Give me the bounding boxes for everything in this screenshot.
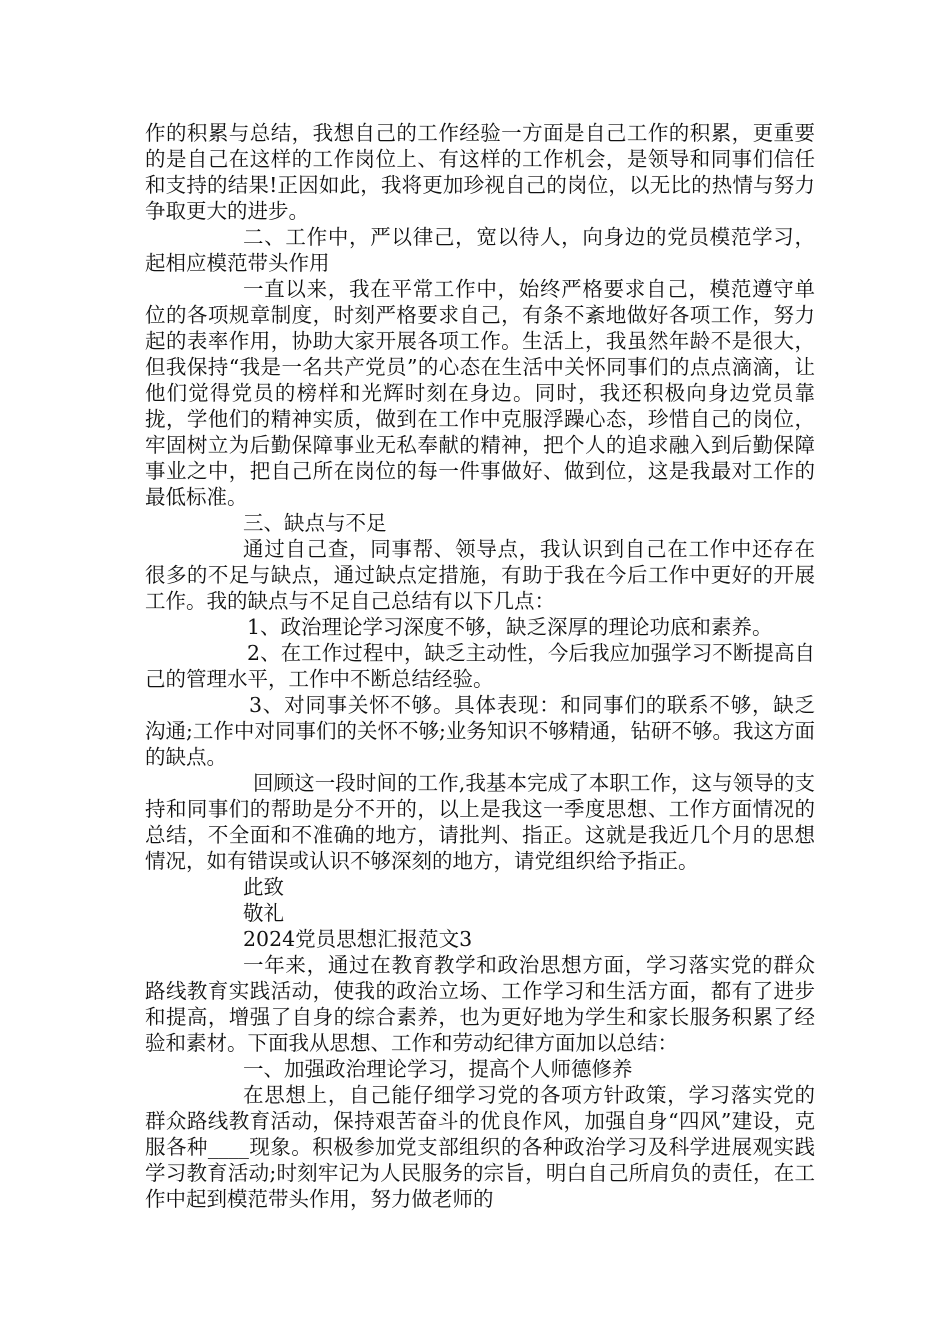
paragraph: 一直以来，我在平常工作中，始终严格要求自己，模范遵守单位的各项规章制度，时刻严格要求自己，有条不紊地做好各项工作，努力起的表率作用，协助大家开展各项工作。生活上，我虽然年龄不是很大，但我保持“我是一名共产党员”的心态在生活中关怀同事们的点点滴滴，让他们觉得党员的榜样和光辉时刻在身边。同时，我还积极向身边党员靠拢，学他们的精神实质，做到在工作中克服浮躁心态，珍惜自己的岗位，牢固树立为后勤保障事业无私奉献的精神，把个人的追求融入到后勤保障事业之中，把自己所在岗位的每一件事做好、做到位，这是我最对工作的最低标准。 [145, 277, 815, 509]
article-title: 2024党员思想汇报范文3 [243, 927, 473, 951]
closing-regards: 敬礼 [243, 901, 284, 925]
paragraph: 一年来，通过在教育教学和政治思想方面，学习落实党的群众路线教育实践活动，使我的政治立场、工作学习和生活方面，都有了进步和提高，增强了自身的综合素养，也为更好地为学生和家长服务积累了经验和素材。下面我从思想、工作和劳动纪律方面加以总结： [145, 953, 815, 1055]
section-heading-3: 三、缺点与不足 [243, 511, 387, 535]
section-heading-2: 二、工作中，严以律己，宽以待人，向身边的党员模范学习，起相应模范带头作用 [145, 225, 815, 275]
closing-salutation: 此致 [243, 875, 284, 899]
paragraph-continuation: 作的积累与总结，我想自己的工作经验一方面是自己工作的积累，更重要的是自己在这样的工作岗位上、有这样的工作机会，是领导和同事们信任和支持的结果!正因如此，我将更加珍视自己的岗位，以无比的热情与努力争取更大的进步。 [145, 121, 815, 223]
paragraph: 回顾这一段时间的工作,我基本完成了本职工作，这与领导的支持和同事们的帮助是分不开的，以上是我这一季度思想、工作方面情况的总结，不全面和不准确的地方，请批判、指正。这就是我近几个月的思想情况，如有错误或认识不够深刻的地方，请党组织给予指正。 [145, 771, 815, 873]
list-item: 1、政治理论学习深度不够，缺乏深厚的理论功底和素养。 [247, 615, 773, 639]
list-item: 3、对同事关怀不够。具体表现：和同事们的联系不够，缺乏沟通;工作中对同事们的关怀不够;业务知识不够精通，钻研不够。我这方面的缺点。 [145, 693, 815, 769]
paragraph: 通过自己查，同事帮、领导点，我认识到自己在工作中还存在很多的不足与缺点，通过缺点定措施，有助于我在今后工作中更好的开展工作。我的缺点与不足自己总结有以下几点： [145, 537, 815, 613]
section-heading-1: 一、加强政治理论学习，提高个人师德修养 [243, 1057, 633, 1081]
document-body [145, 120, 815, 1212]
paragraph: 在思想上，自己能仔细学习党的各项方针政策，学习落实党的群众路线教育活动，保持艰苦奋斗的优良作风，加强自身“四风”建设，克服各种____现象。积极参加党支部组织的各种政治学习及科学进展观实践学习教育活动;时刻牢记为人民服务的宗旨，明白自己所肩负的责任，在工作中起到模范带头作用，努力做老师的 [145, 1083, 815, 1211]
list-item: 2、在工作过程中，缺乏主动性，今后我应加强学习不断提高自己的管理水平，工作中不断总结经验。 [145, 641, 815, 691]
